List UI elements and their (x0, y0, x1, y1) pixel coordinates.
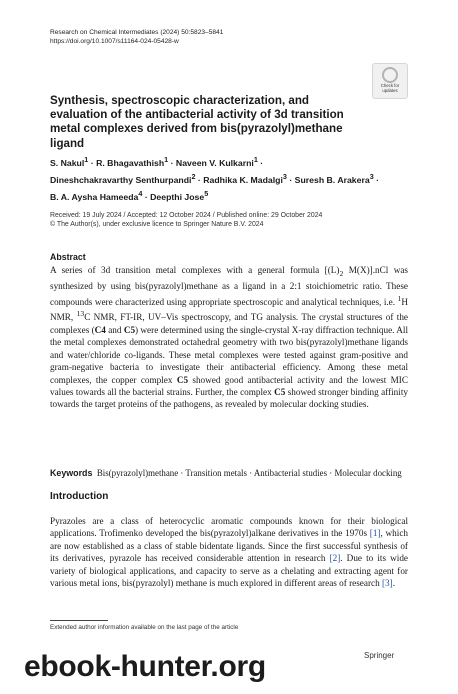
reference-link[interactable]: [2] (329, 553, 341, 564)
article-title: Synthesis, spectroscopic characterization, and evaluation of the antibacterial activity of 3d transition metal complexes derived from bis(pyrazolyl)methane ligand (50, 94, 344, 150)
author[interactable]: Deepthi Jose$^5$ (150, 189, 209, 203)
author[interactable]: Suresh B. Arakera$^3$ (294, 172, 374, 185)
keywords-label: Keywords (50, 468, 93, 478)
author[interactable]: Dineshchakravarthy Senthurpandi$^2$ (50, 172, 196, 185)
author[interactable]: Radhika K. Madalgi$^3$ (203, 172, 287, 185)
dates-line: Received: 19 July 2024 / Accepted: 12 October 2024 / Published online: 29 October 2024 (50, 212, 323, 219)
copyright-line: © The Author(s), under exclusive licence to Springer Nature B.V. 2024 (50, 221, 264, 229)
introduction-heading: Introduction (50, 491, 109, 502)
journal-line: Research on Chemical Intermediates (2024) 50:5823–5841 (50, 29, 224, 36)
footnote: Extended author information available on the last page of the article (50, 624, 239, 631)
author-list: S. Nakul$^1$ · R. Bhagavathish$^1$ · Naveen V. Kulkarni$^1$ · Dineshchakravarthy Senthurpandi$^2$ · Radhika K. Madalgi$^3$ · Suresh B. Arakera$^3$ · B. A. Aysha Hameeda$^4$ · Deepthi Jose$^5$ (50, 155, 380, 203)
running-header (50, 28, 223, 46)
update-icon (382, 67, 398, 83)
reference-link[interactable]: [1] (369, 528, 381, 539)
abstract-heading: Abstract (50, 252, 86, 262)
author[interactable]: S. Nakul$^1$ (50, 155, 89, 168)
reference-link[interactable]: [3] (382, 578, 393, 589)
author[interactable]: R. Bhagavathish$^1$ (96, 155, 169, 168)
author[interactable]: Naveen V. Kulkarni$^1$ (175, 155, 258, 168)
abstract-text: A series of 3d transition metal complexes with a general formula [$(L)_2$ M(X)].nCl was synthesized by using bis(pyrazolyl)methane as a ligand in a 2:1 stoichiometric ratio. These compounds were characterized using appropriate spectroscopic and analytical techniques, i.e. $^1$H NMR, $^{13}$C NMR, FT-IR, UV–Vis spectroscopy, and TG analysis. The crystal structures of the complexes (C4 and C5) were determined using the single-crystal X-ray diffraction technique. All the metal complexes demonstrated octahedral geometry with two bis(pyrazolyl)methane ligands and water/chloride co-ligands. These metal complexes were tested against gram-positive and gram-negative bacteria to investigate their antibacterial efficiency. Among these metal complexes, the copper complex C5 showed good antibacterial activity and the lowest MIC values towards all the bacterial strains. Further, the complex C5 showed stronger binding affinity towards the target proteins of the pathogens, as revealed by molecular docking studies. (50, 265, 409, 410)
publisher-logo: Springer (364, 651, 395, 660)
badge-line-1: Check for (380, 83, 400, 88)
introduction-text: Pyrazoles are a class of heterocyclic aromatic compounds known for their biological applications. Trofimenko developed the bis(pyrazolyl)alkane derivatives in the 1970s [1], which are now established as a class of stable bidentate ligands. Since the first successful synthesis of its derivatives, pyrazole has received considerable attention in research [2]. Due to its wide variety of biological applications, and capacity to serve as a chelating and extracting agent for various metal ions, bis(pyrazolyl) methane is much explored in different areas of research [3]. (50, 516, 408, 589)
watermark: ebook-hunter.org (24, 650, 266, 683)
publication-dates (50, 211, 322, 230)
doi-link[interactable]: https://doi.org/10.1007/s11164-024-05428-w (50, 38, 179, 45)
check-for-updates-badge[interactable] (372, 63, 408, 99)
footnote-divider (50, 620, 108, 621)
keywords-text: Bis(pyrazolyl)methane · Transition metals · Antibacterial studies · Molecular docking (96, 468, 402, 478)
author[interactable]: B. A. Aysha Hameeda$^4$ (50, 189, 143, 203)
badge-line-2: updates (382, 87, 398, 93)
keywords (50, 467, 410, 479)
